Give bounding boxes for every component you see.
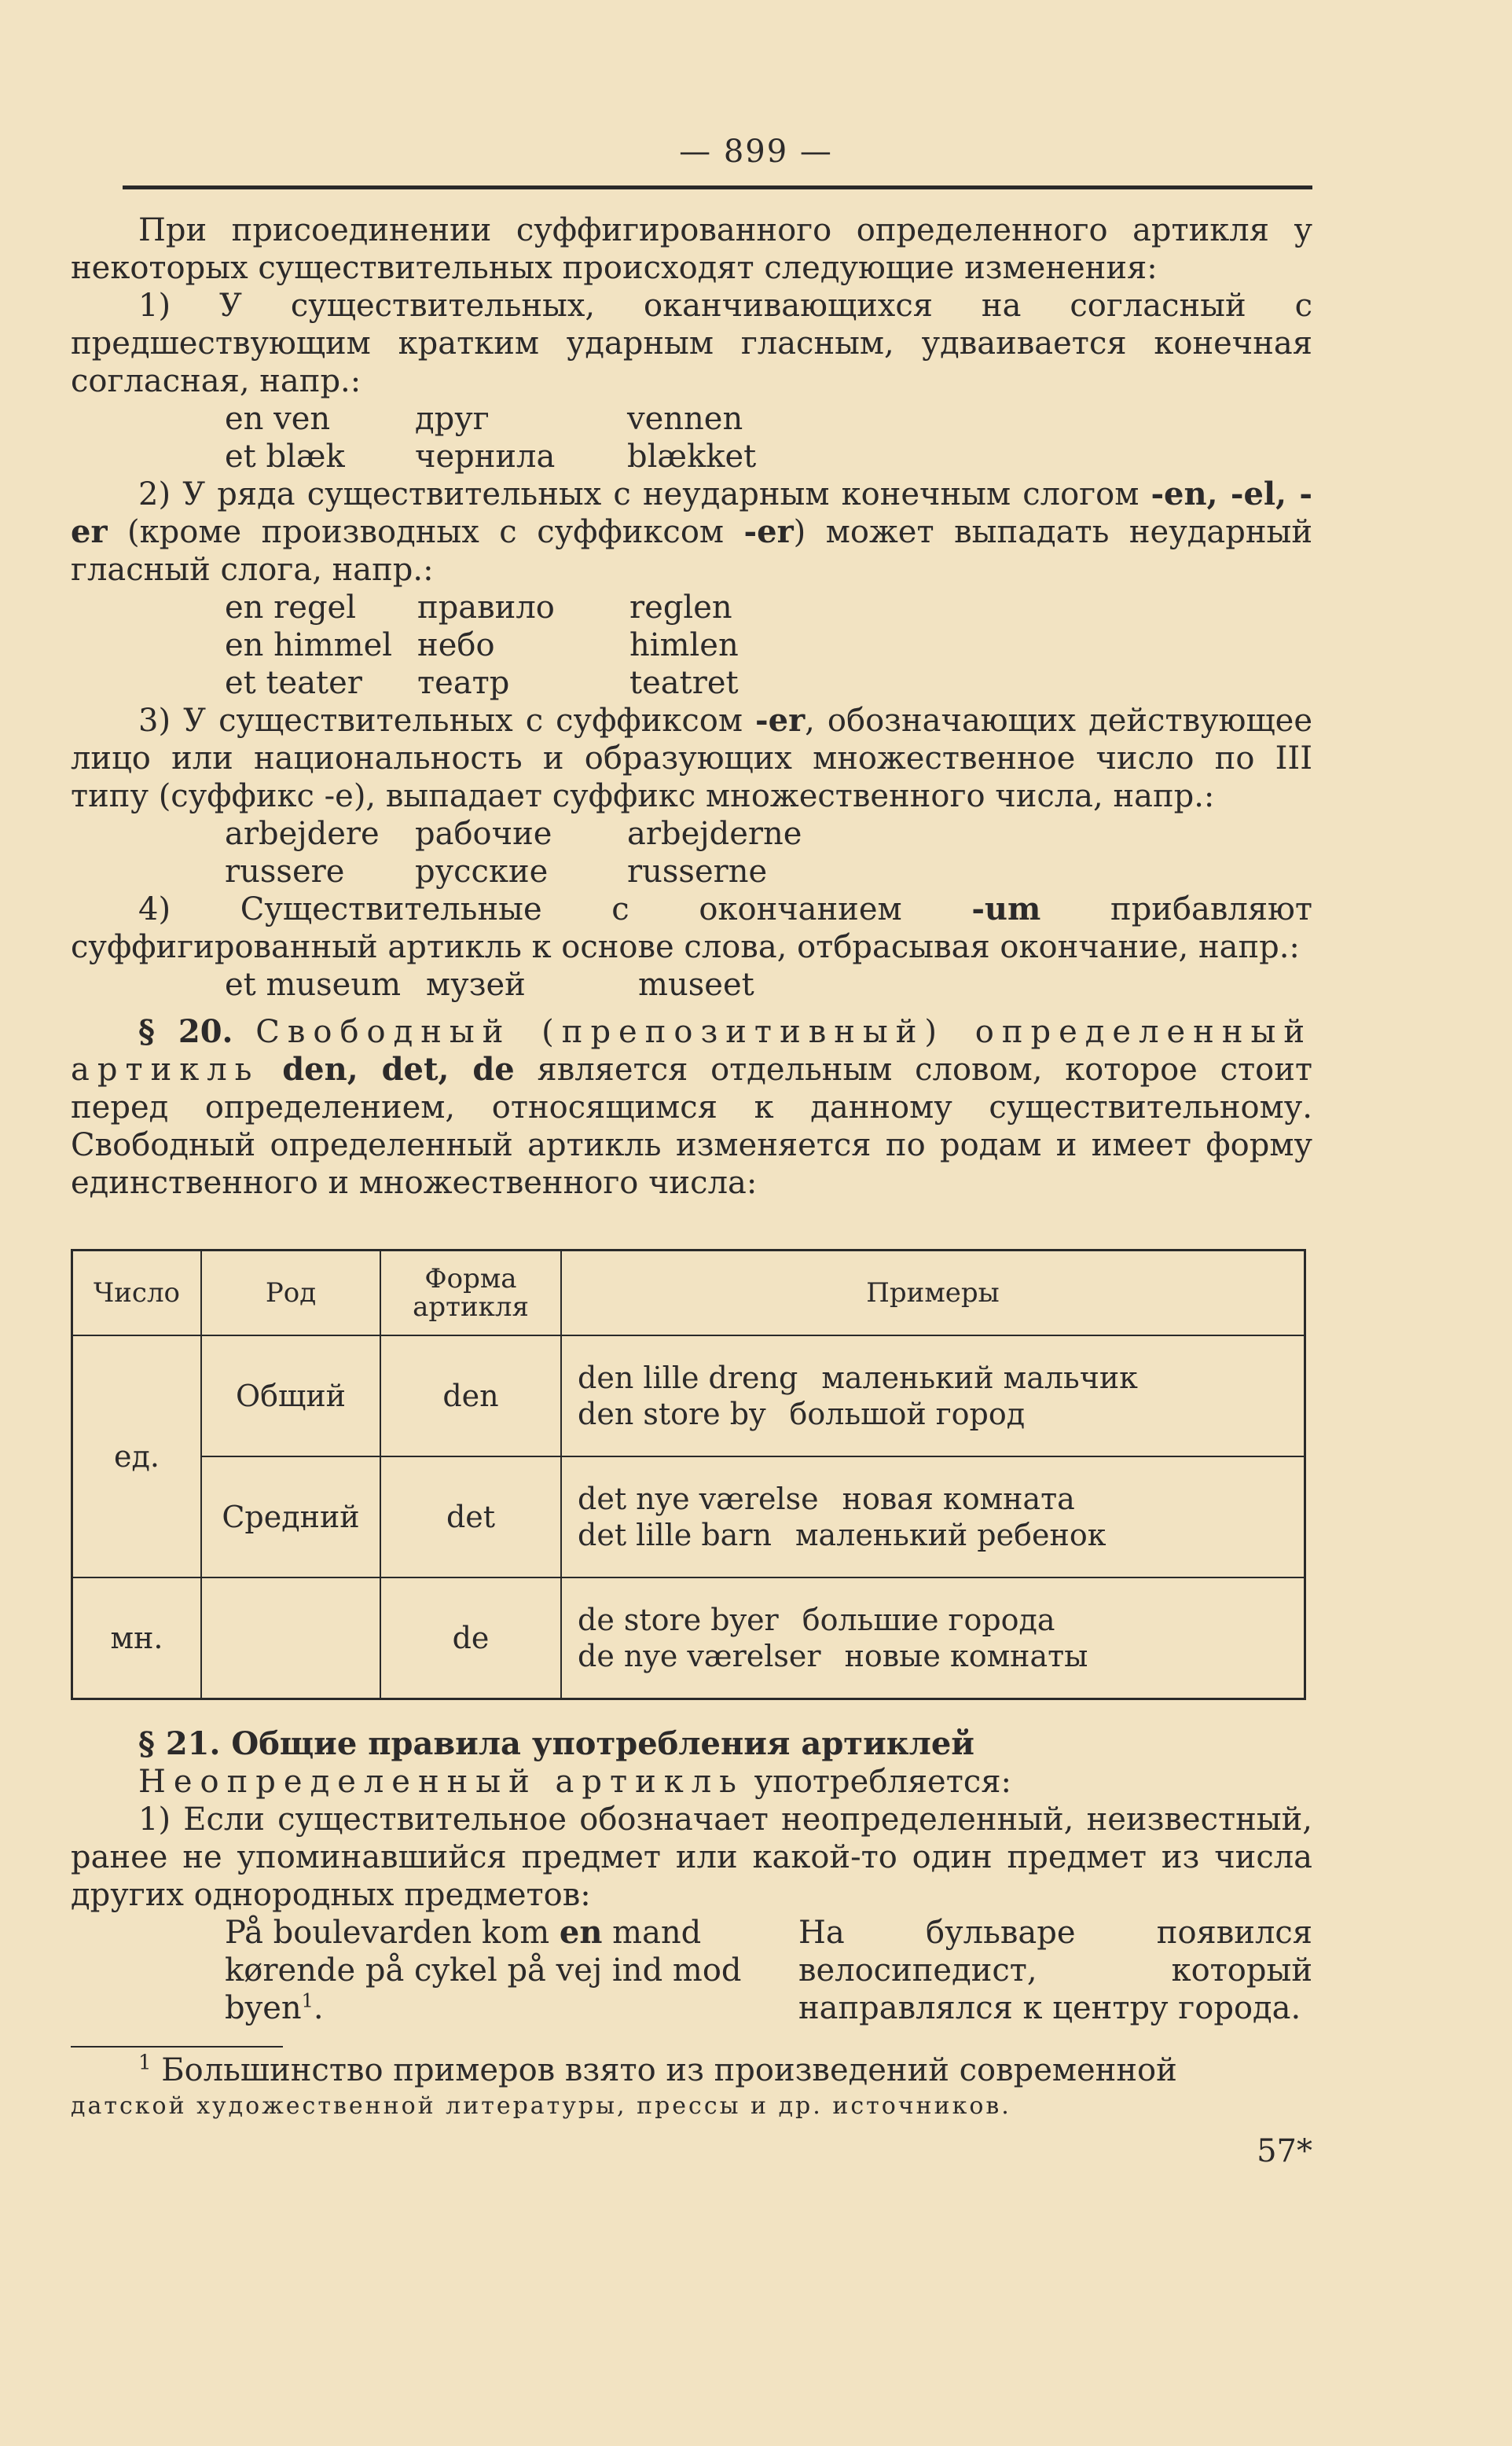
example-row: arbejdere рабочие arbejderne — [225, 816, 802, 852]
gender-cell — [201, 1577, 380, 1699]
example-row: russere русские russerne — [225, 854, 768, 890]
page-number: — 899 — — [679, 134, 833, 170]
header-examples: Примеры — [561, 1251, 1305, 1336]
example-row: en regel правило reglen — [225, 589, 732, 626]
examples-cell: de store byer большие города de nye værelser новые комнаты — [561, 1577, 1305, 1699]
page-body — [71, 185, 1312, 2170]
number-cell: мн. — [72, 1577, 202, 1699]
table-row — [72, 1456, 1305, 1577]
header-article-form: Форма артикля — [380, 1251, 561, 1336]
example-list-4 — [225, 966, 780, 1004]
gender-cell: Общий — [201, 1335, 380, 1456]
header-number: Число — [72, 1251, 202, 1336]
section-21-heading: § 21. Общие правила употребления артиклей — [138, 1725, 974, 1762]
table-row — [72, 1335, 1305, 1456]
danish-example: På boulevarden kom en mand kørende på cykel på vej ind mod byen$^1$. — [225, 1914, 742, 2026]
table-header-row — [72, 1251, 1305, 1336]
rule-4: 4) Существительные с окончанием -um прибавляют суффигированный артикль к основе слова, отбрасывая окончание, напр.: — [71, 891, 1313, 965]
rule-3: 3) У существительных с суффиксом -er, обозначающих действующее лицо или национальность и образующих множественное число по III типу (суффикс -е), выпадает суффикс множественного числа, напр.: — [71, 702, 1312, 814]
rule-1: 1) У существительных, оканчивающихся на согласный с предшествующим кратким ударным гласным, удваивается конечная согласная, напр.: — [71, 288, 1312, 399]
section-21-intro: Неопределенный артикль употребляется: — [138, 1764, 1011, 1800]
top-rule — [123, 185, 1312, 189]
example-row: et museum музей museet — [225, 967, 754, 1003]
example-row: et teater театр teatret — [225, 665, 739, 701]
example-row: et blæk чернила blækket — [225, 439, 757, 475]
example-list-1 — [225, 400, 781, 476]
section-20: § 20. Свободный (препозитивный) определенный артикль den, det, de является отдельным словом, которое стоит перед определением, относящимся к данному существительному. Свободный определенный артикль изменяется по родам и имеет форму единственного и множественного числа: — [71, 1013, 1312, 1201]
article-cell: den — [380, 1335, 561, 1456]
section-21-rule-1: 1) Если существительное обозначает неопределенный, неизвестный, ранее не упоминавшийся предмет или какой-то один предмет из числа других однородных предметов: — [71, 1801, 1312, 1913]
example-row: en himmel небо himlen — [225, 627, 739, 663]
number-cell: ед. — [72, 1335, 202, 1577]
signature-mark: 57* — [1257, 2133, 1312, 2169]
example-row: en ven друг vennen — [225, 401, 743, 437]
article-cell: det — [380, 1456, 561, 1577]
table-row — [72, 1577, 1305, 1699]
rule-2: 2) У ряда существительных с неударным конечным слогом -en, -el, -er (кроме производных с суффиксом -er) может выпадать неударный гласный слога, напр.: — [71, 476, 1312, 588]
header-gender: Род — [201, 1251, 380, 1336]
examples-cell: den lille dreng маленький мальчик den store by большой город — [561, 1335, 1305, 1456]
footnote-rule — [71, 2046, 283, 2048]
footnote: $^1$ Большинство примеров взято из произведений современной датской художественной литературы, прессы и др. источников. — [71, 2051, 1177, 2120]
examples-cell: det nye værelse новая комната det lille barn маленький ребенок — [561, 1456, 1305, 1577]
article-cell: de — [380, 1577, 561, 1699]
intro-paragraph: При присоединении суффигированного определенного артикля у некоторых существительных происходят следующие изменения: — [71, 212, 1312, 286]
example-list-3 — [225, 815, 827, 891]
example-pair — [225, 1914, 1312, 2027]
example-list-2 — [225, 589, 764, 702]
russian-translation: На бульваре появился велосипедист, который направлялся к центру города. — [798, 1915, 1312, 2026]
article-table — [71, 1249, 1306, 1700]
gender-cell: Средний — [201, 1456, 380, 1577]
